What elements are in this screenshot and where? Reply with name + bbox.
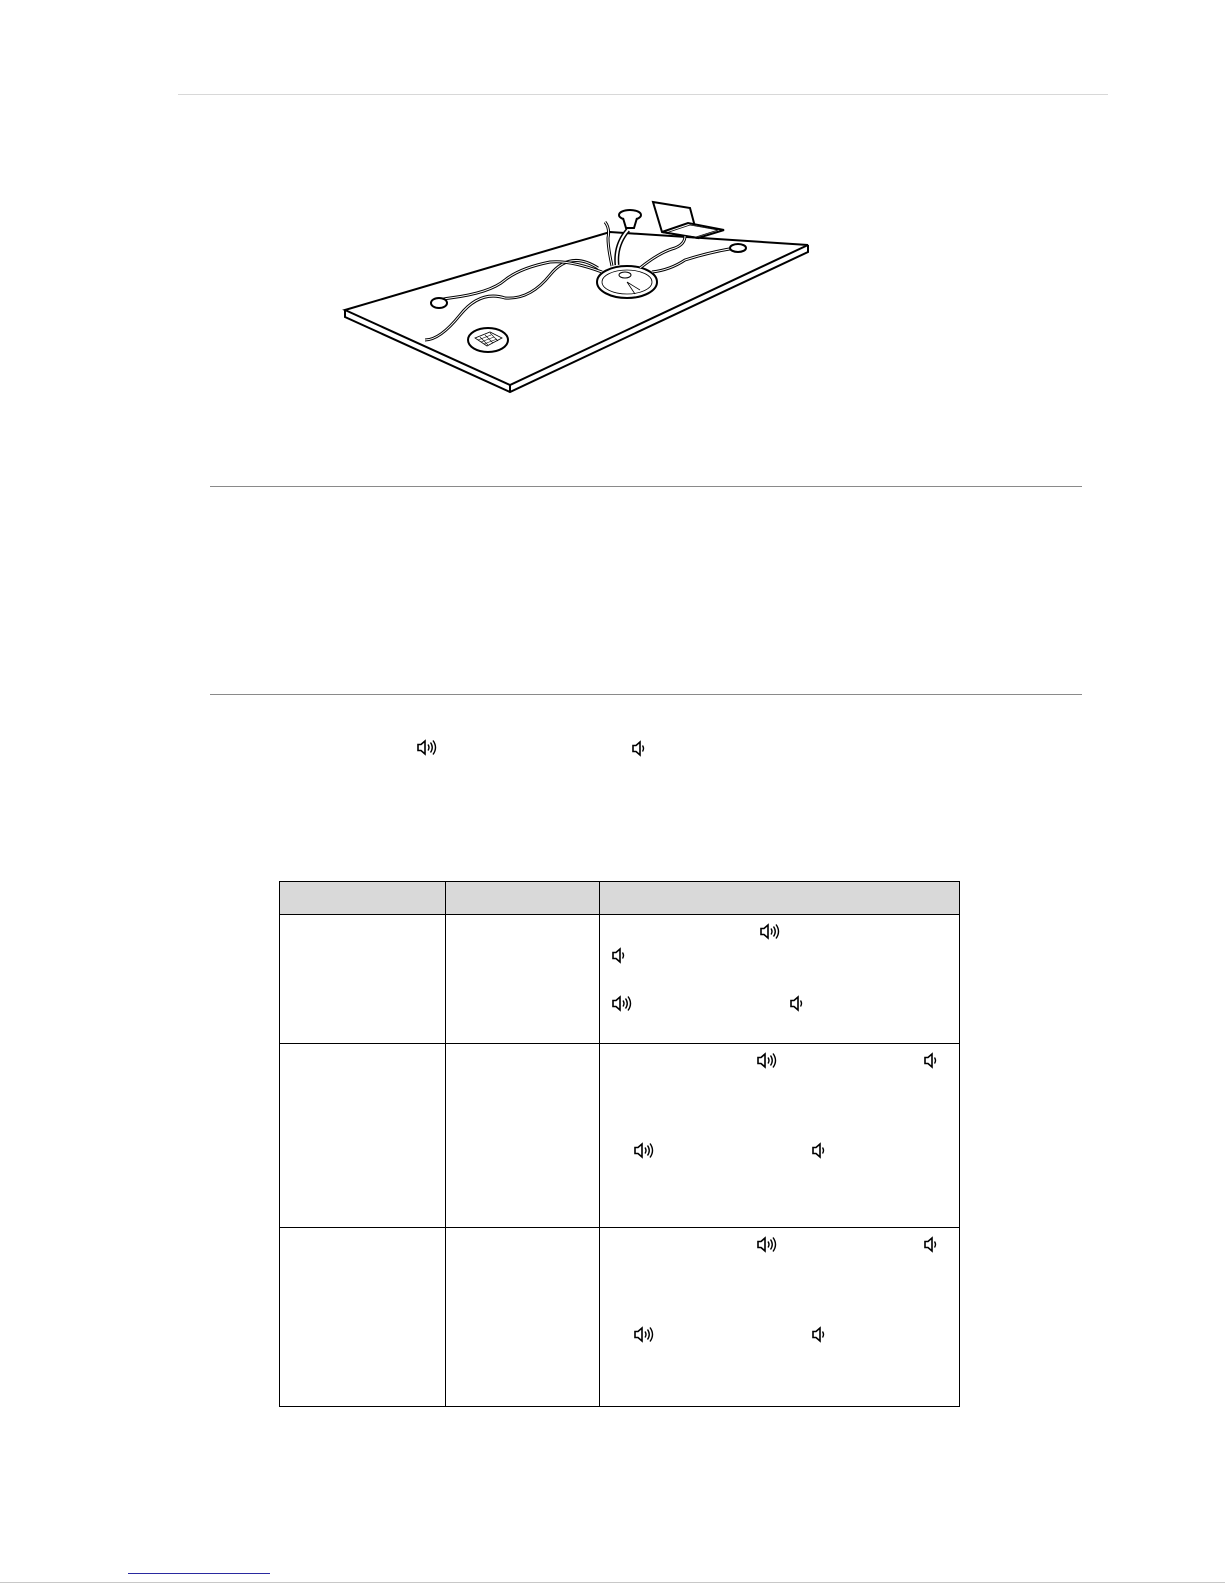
table-row <box>280 915 960 1044</box>
table-row <box>280 1044 960 1228</box>
table-header-cell <box>280 882 446 915</box>
table-cell <box>446 915 600 1044</box>
table-cell <box>446 1044 600 1228</box>
speaker-quiet-icon <box>924 1052 938 1069</box>
table-top <box>345 232 808 385</box>
table-header-row <box>280 882 960 915</box>
speaker-loud-icon <box>760 923 780 940</box>
speaker-loud-icon <box>417 739 437 756</box>
footer-rule <box>0 1582 1225 1583</box>
table-cell <box>280 1044 446 1228</box>
speaker-loud-icon <box>757 1236 777 1253</box>
conference-table-illustration <box>340 190 830 405</box>
speaker-quiet-icon <box>632 740 646 757</box>
table-cell <box>446 1228 600 1407</box>
header-rule <box>178 94 1108 95</box>
speaker-quiet-icon <box>812 1326 826 1343</box>
speaker-loud-icon <box>612 995 632 1012</box>
table-header-cell <box>446 882 600 915</box>
table-header-cell <box>600 882 960 915</box>
table-row <box>280 1228 960 1407</box>
speaker-loud-icon <box>634 1142 654 1159</box>
section-rule <box>210 694 1082 695</box>
footer-link-underline <box>128 1573 270 1574</box>
conference-phone-icon <box>597 266 657 298</box>
laptop-icon <box>653 202 724 238</box>
table-cell <box>280 1228 446 1407</box>
table-cell <box>280 915 446 1044</box>
volume-table <box>279 881 960 1407</box>
table-cell <box>600 915 960 1044</box>
expansion-microphone-icon <box>730 244 746 252</box>
expansion-microphone-icon <box>431 298 447 308</box>
speaker-quiet-icon <box>924 1236 938 1253</box>
section-rule <box>210 486 1082 487</box>
speaker-quiet-icon <box>812 1142 826 1159</box>
table-cell <box>600 1228 960 1407</box>
speaker-quiet-icon <box>612 947 626 964</box>
speaker-loud-icon <box>757 1052 777 1069</box>
table-cell <box>600 1044 960 1228</box>
speaker-quiet-icon <box>790 995 804 1012</box>
speaker-loud-icon <box>634 1326 654 1343</box>
keypad-icon <box>468 328 508 352</box>
